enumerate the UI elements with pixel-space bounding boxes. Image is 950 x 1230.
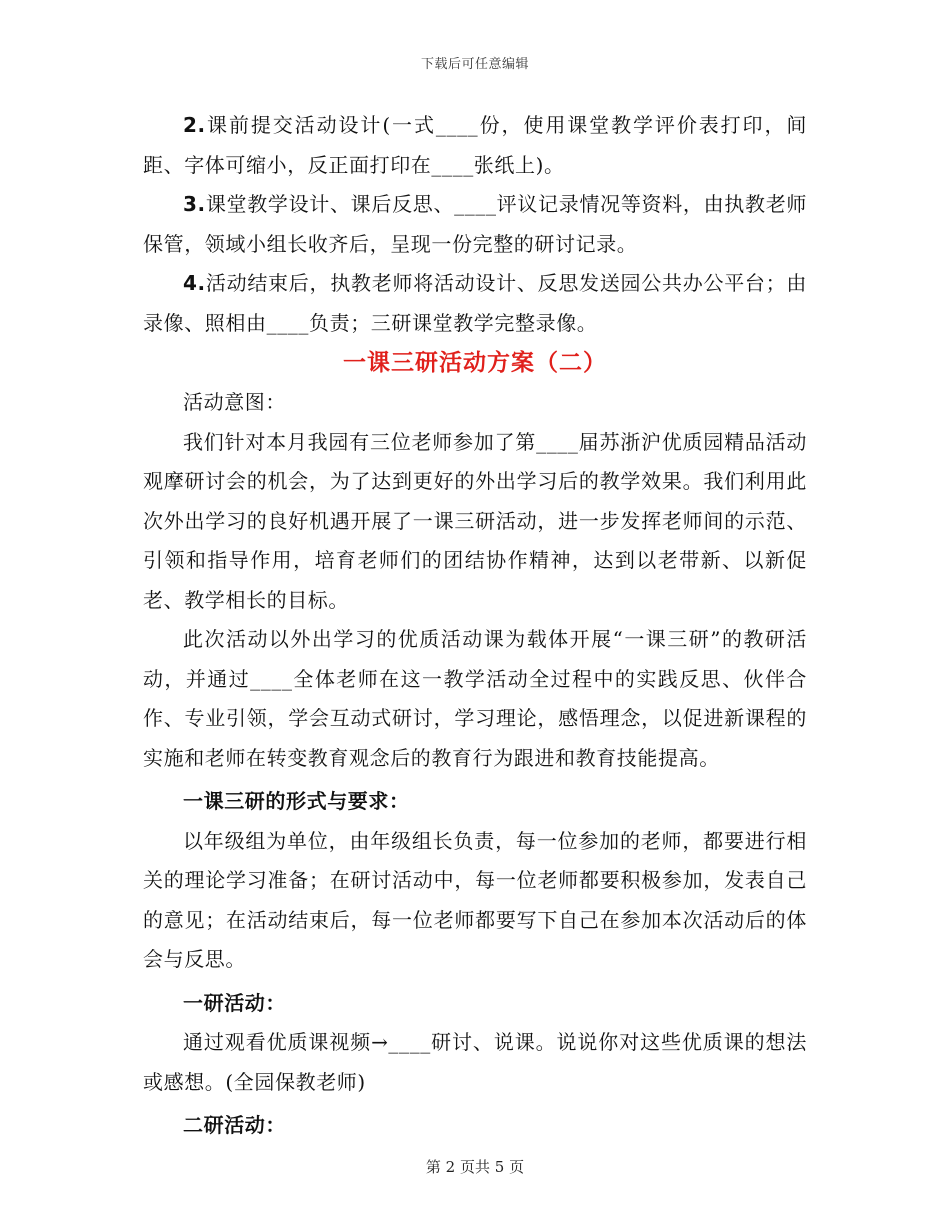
document-body xyxy=(143,106,807,1146)
intent-label: 活动意图： xyxy=(183,390,286,414)
intent-paragraph-2: 此次活动以外出学习的优质活动课为载体开展“一课三研”的教研活动，并通过____全体老师在这一教学活动全过程中的实践反思、伙伴合作、专业引领，学会互动式研讨，学习理论，感悟理念，以促进新课程的实施和老师在转变教育观念后的教育行为跟进和教育技能提高。 xyxy=(143,627,807,770)
item-number: 2. xyxy=(183,113,206,137)
item-number: 4. xyxy=(183,271,206,295)
form-requirements-paragraph: 以年级组为单位，由年级组长负责，每一位参加的老师，都要进行相关的理论学习准备；在研讨活动中，每一位老师都要积极参加，发表自己的意见；在活动结束后，每一位老师都要写下自己在参加本次活动后的体会与反思。 xyxy=(143,828,807,971)
list-item-2 xyxy=(143,106,807,185)
first-research-heading: 一研活动： xyxy=(183,990,286,1015)
list-item-4 xyxy=(143,264,807,343)
first-research-paragraph: 通过观看优质课视频→____研讨、说课。说说你对这些优质课的想法或感想。(全园保教老师) xyxy=(143,1030,807,1094)
list-item-3 xyxy=(143,185,807,264)
item-number: 3. xyxy=(183,192,206,216)
second-research-heading: 二研活动： xyxy=(183,1113,286,1137)
section-title: 一课三研活动方案（二） xyxy=(343,349,607,376)
page-footer: 第 2 页共 5 页 xyxy=(425,1158,525,1176)
item-text: 活动结束后，执教老师将活动设计、反思发送园公共办公平台；由录像、照相由____负责；三研课堂教学完整录像。 xyxy=(143,271,807,335)
item-text: 课前提交活动设计(一式____份，使用课堂教学评价表打印，间距、字体可缩小，反正面打印在____张纸上)。 xyxy=(143,113,807,177)
page-header: 下载后可任意编辑 xyxy=(420,57,529,72)
intent-paragraph-1: 我们针对本月我园有三位老师参加了第____届苏浙沪优质园精品活动观摩研讨会的机会，为了达到更好的外出学习后的教学效果。我们利用此次外出学习的良好机遇开展了一课三研活动，进一步发挥老师间的示范、引领和指导作用，培育老师们的团结协作精神，达到以老带新、以新促老、教学相长的目标。 xyxy=(143,429,807,612)
item-text: 课堂教学设计、课后反思、____评议记录情况等资料，由执教老师保管，领域小组长收齐后，呈现一份完整的研讨记录。 xyxy=(143,192,807,256)
form-requirements-heading: 一课三研的形式与要求： xyxy=(183,789,410,813)
